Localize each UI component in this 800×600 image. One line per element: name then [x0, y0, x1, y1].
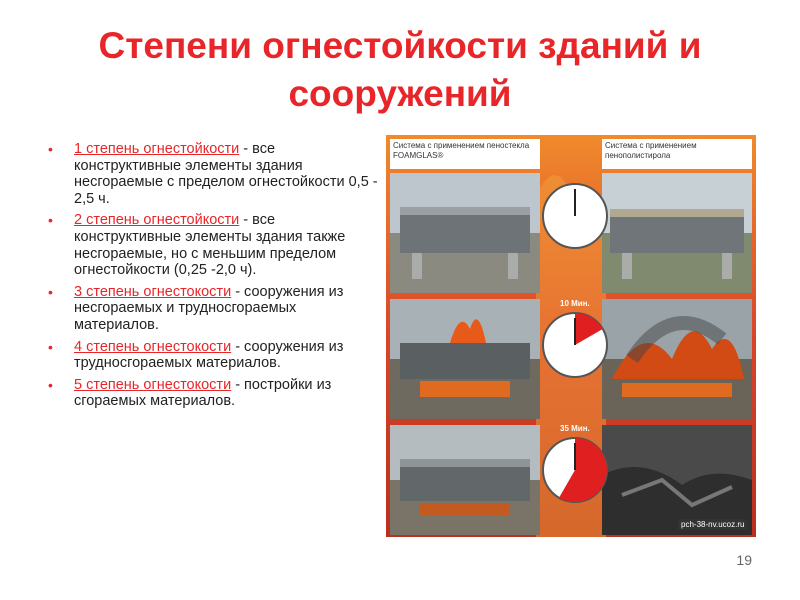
- bullet-dot-icon: •: [48, 283, 53, 300]
- bullet-text: - все конструктивные элементы здания несгораемые с пределом огнестойкости 0,5 - 2,5 ч.: [74, 141, 378, 207]
- bullet-text: - сооружения из несгораемых и трудносгораемых материалов.: [74, 283, 344, 333]
- photo-foamglas-start: [390, 173, 540, 293]
- caption-right: Система с применением пенополистирола: [602, 139, 752, 169]
- bullet-list: [48, 141, 384, 415]
- bullet-dot-icon: •: [48, 376, 53, 393]
- bullet-term: 2 степень огнестойкости: [74, 212, 240, 229]
- bullet-dot-icon: •: [48, 338, 53, 355]
- photo-foamglas-35min: [390, 425, 540, 537]
- bullet-text: - все конструктивные элементы здания также несгораемые, но с меньшим пределом огнестойкости (0,25 -2,0 ч).: [74, 212, 346, 279]
- bullet-term: 4 степень огнестокости: [74, 338, 232, 355]
- fire-test-figure: [386, 135, 756, 537]
- page-number: 19: [736, 552, 752, 568]
- clock-10min-icon: [540, 310, 610, 380]
- bullet-text: - постройки из сгораемых материалов.: [74, 376, 332, 410]
- bullet-text: - сооружения из трудносгораемых материалов.: [74, 338, 344, 372]
- photo-foamglas-10min: [390, 299, 540, 419]
- bullet-item: [48, 377, 384, 410]
- clock-35min-icon: [540, 435, 610, 505]
- photo-polystyrene-10min: [602, 299, 752, 419]
- bullet-dot-icon: •: [48, 212, 53, 229]
- bullet-term: 1 степень огнестойкости: [74, 141, 240, 157]
- slide-title: Степени огнестойкости зданий и сооружений: [98, 25, 702, 114]
- bullet-item: [48, 212, 384, 278]
- bullet-term: 5 степень огнестокости: [74, 376, 232, 393]
- bullet-item: [48, 141, 384, 207]
- watermark: pch-38-nv.ucoz.ru: [678, 519, 747, 530]
- clock-0min-icon: [540, 181, 610, 251]
- photo-polystyrene-start: [602, 173, 752, 293]
- clock-35min-label: 35 Мин.: [560, 424, 590, 433]
- bullet-item: [48, 284, 384, 334]
- caption-left: Система с применением пеностекла FOAMGLAS®: [390, 139, 540, 169]
- bullet-item: [48, 339, 384, 372]
- bullet-dot-icon: •: [48, 141, 53, 157]
- clock-10min-label: 10 Мин.: [560, 299, 590, 308]
- bullet-term: 3 степень огнестокости: [74, 283, 232, 300]
